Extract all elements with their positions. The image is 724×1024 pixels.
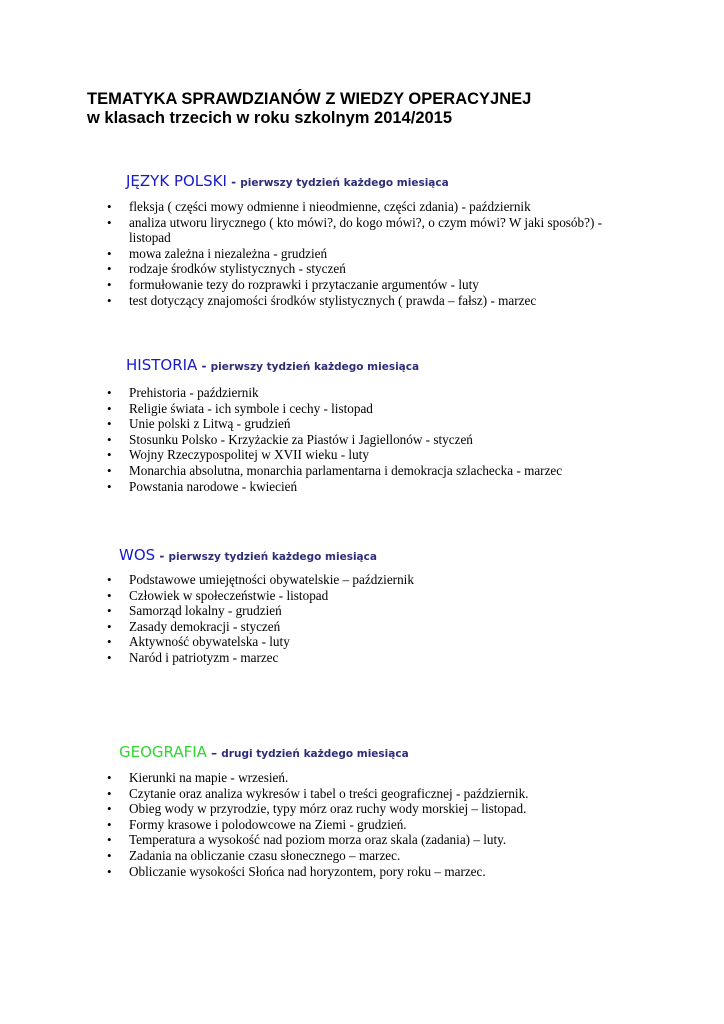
document-title bbox=[87, 90, 531, 128]
list-item: • Aktywność obywatelska - luty bbox=[97, 634, 622, 650]
heading-separator: - bbox=[155, 549, 169, 563]
heading-separator: – bbox=[206, 746, 222, 760]
schedule-info: pierwszy tydzień każdego miesiąca bbox=[210, 361, 420, 373]
list-item: • test dotyczący znajomości środków stylistycznych ( prawda – fałsz) - marzec bbox=[97, 293, 622, 309]
list-item: • analiza utworu lirycznego ( kto mówi?, do kogo mówi?, o czym mówi? W jaki sposób?) - listopad bbox=[97, 215, 622, 246]
list-item: • Stosunku Polsko - Krzyżackie za Piastów i Jagiellonów - styczeń bbox=[97, 432, 622, 448]
schedule-info: pierwszy tydzień każdego miesiąca bbox=[240, 177, 449, 189]
list-item: • Unie polski z Litwą - grudzień bbox=[97, 416, 622, 432]
list-item: • Obliczanie wysokości Słońca nad horyzontem, pory roku – marzec. bbox=[97, 864, 622, 880]
list-item: • Religie świata - ich symbole i cechy - listopad bbox=[97, 401, 622, 417]
list-item: • Monarchia absolutna, monarchia parlamentarna i demokracja szlachecka - marzec bbox=[97, 463, 622, 479]
list-item: • Temperatura a wysokość nad poziom morza oraz skala (zadania) – luty. bbox=[97, 832, 622, 848]
section-heading-wos bbox=[119, 538, 377, 566]
title-line-2: w klasach trzecich w roku szkolnym 2014/2015 bbox=[87, 109, 453, 127]
list-item: • Formy krasowe i polodowcowe na Ziemi - grudzień. bbox=[97, 817, 622, 833]
list-item: • fleksja ( części mowy odmienne i nieodmienne, części zdania) - październik bbox=[97, 199, 622, 215]
list-item: • Zadania na obliczanie czasu słonecznego – marzec. bbox=[97, 848, 622, 864]
topic-list-wos bbox=[97, 572, 622, 666]
section-heading-historia bbox=[126, 348, 419, 376]
list-item: • Podstawowe umiejętności obywatelskie – październik bbox=[97, 572, 622, 588]
list-item: • Kierunki na mapie - wrzesień. bbox=[97, 770, 622, 786]
heading-separator: - bbox=[197, 359, 211, 373]
list-item: • Obieg wody w przyrodzie, typy mórz oraz ruchy wody morskiej – listopad. bbox=[97, 801, 622, 817]
list-item: • formułowanie tezy do rozprawki i przytaczanie argumentów - luty bbox=[97, 277, 622, 293]
title-line-1: TEMATYKA SPRAWDZIANÓW Z WIEDZY OPERACYJNEJ bbox=[87, 90, 532, 108]
heading-separator: - bbox=[226, 175, 241, 189]
topic-list-historia bbox=[97, 385, 622, 494]
subject-name: WOS bbox=[119, 546, 156, 564]
subject-name: GEOGRAFIA bbox=[119, 743, 207, 761]
topic-list-polski bbox=[97, 199, 622, 308]
list-item: • Prehistoria - październik bbox=[97, 385, 622, 401]
list-item: • Wojny Rzeczypospolitej w XVII wieku - luty bbox=[97, 447, 622, 463]
section-heading-polski bbox=[126, 164, 449, 192]
schedule-info: pierwszy tydzień każdego miesiąca bbox=[168, 551, 377, 563]
list-item: • mowa zależna i niezależna - grudzień bbox=[97, 246, 622, 262]
list-item: • Zasady demokracji - styczeń bbox=[97, 619, 622, 635]
list-item: • Człowiek w społeczeństwie - listopad bbox=[97, 588, 622, 604]
list-item: • Samorząd lokalny - grudzień bbox=[97, 603, 622, 619]
schedule-info: drugi tydzień każdego miesiąca bbox=[221, 748, 409, 760]
list-item: • rodzaje środków stylistycznych - styczeń bbox=[97, 261, 622, 277]
section-heading-geografia bbox=[119, 735, 409, 763]
subject-name: HISTORIA bbox=[126, 356, 198, 374]
list-item: • Powstania narodowe - kwiecień bbox=[97, 479, 622, 495]
topic-list-geografia bbox=[97, 770, 622, 879]
subject-name: JĘZYK POLSKI bbox=[126, 172, 227, 190]
list-item: • Czytanie oraz analiza wykresów i tabel o treści geograficznej - październik. bbox=[97, 786, 622, 802]
list-item: • Naród i patriotyzm - marzec bbox=[97, 650, 622, 666]
